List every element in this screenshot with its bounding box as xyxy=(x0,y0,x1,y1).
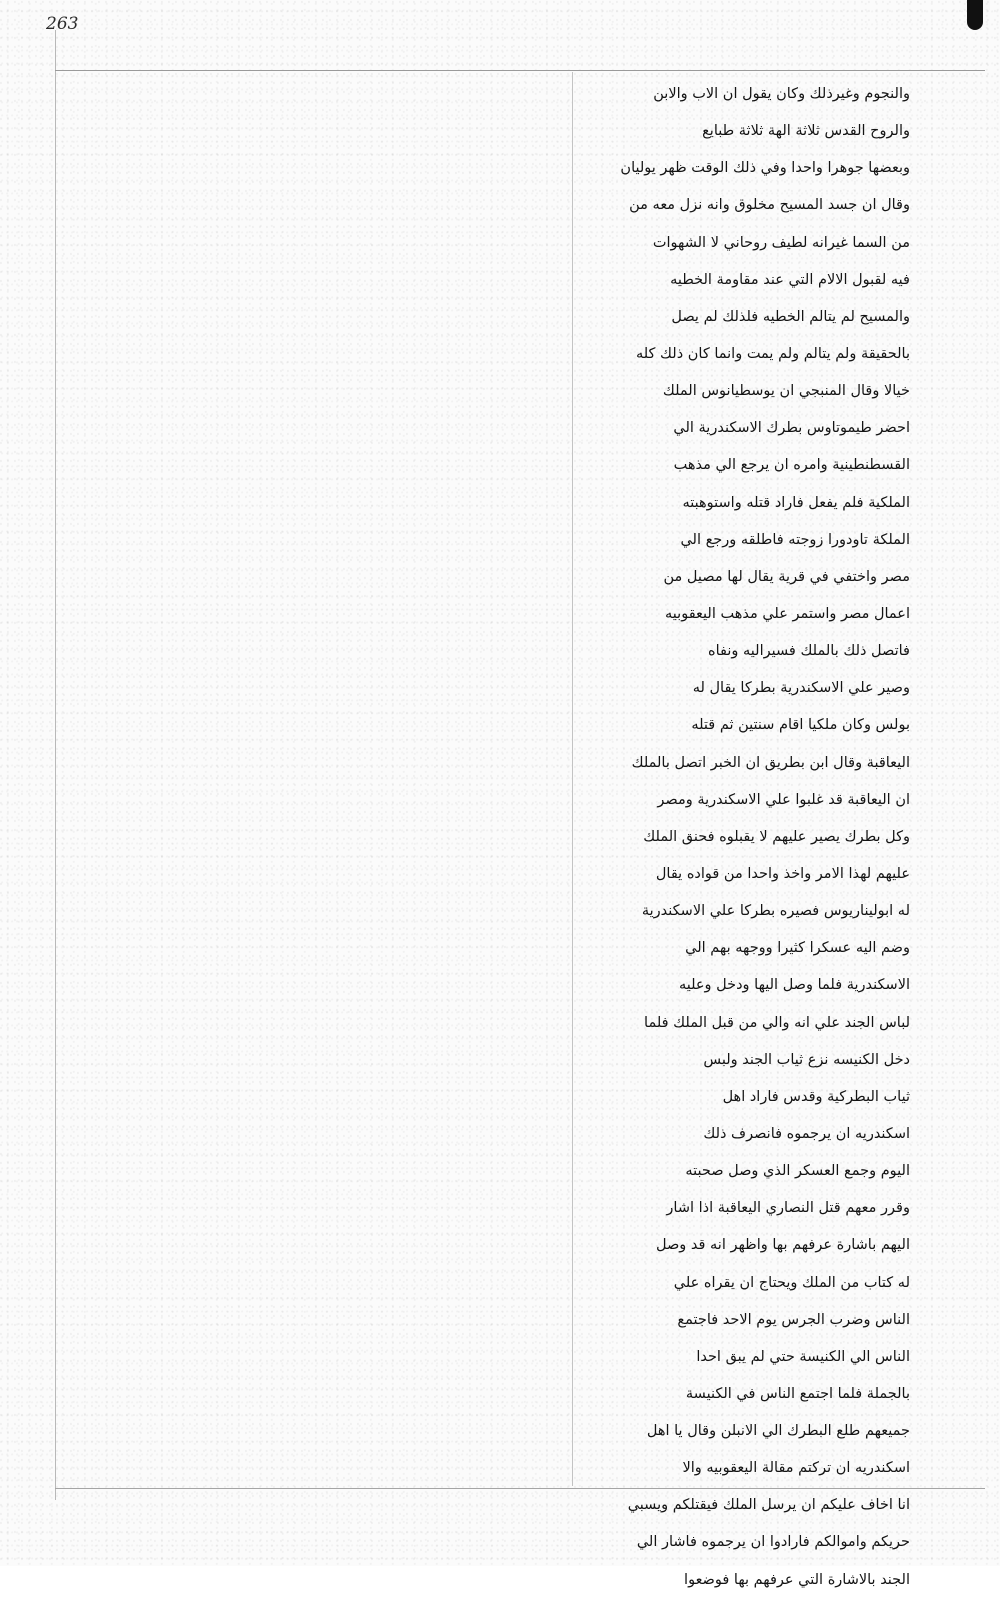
manuscript-line: الاسكندرية فلما وصل اليها ودخل وعليه xyxy=(678,977,910,994)
manuscript-line: اليعاقبة وقال ابن بطريق ان الخبر اتصل بالملك xyxy=(631,754,910,771)
manuscript-line: وصير علي الاسكندرية بطركا يقال له xyxy=(692,680,910,697)
manuscript-line: بولس وكان ملكيا اقام سنتين ثم قتله xyxy=(691,717,910,734)
manuscript-line: القسطنطينية وامره ان يرجع الي مذهب xyxy=(673,457,910,474)
manuscript-line: حريكم واموالكم فارادوا ان يرجموه فاشار الي xyxy=(636,1534,910,1551)
manuscript-line: دخل الكنيسه نزع ثياب الجند ولبس xyxy=(703,1051,910,1068)
left-margin-rule xyxy=(55,30,56,1500)
manuscript-text-column xyxy=(578,76,910,1588)
folio-number: 263 xyxy=(46,14,79,34)
manuscript-line: وبعضها جوهرا واحدا وفي ذلك الوقت ظهر يوليان xyxy=(620,160,910,177)
manuscript-line: الملكية فلم يفعل فاراد قتله واستوهبته xyxy=(682,494,910,511)
manuscript-line: عليهم لهذا الامر واخذ واحدا من قواده يقال xyxy=(655,865,910,882)
manuscript-line: وقرر معهم قتل النصاري اليعاقبة اذا اشار xyxy=(666,1200,910,1217)
manuscript-line: وكل بطرك يصير عليهم لا يقبلوه فحنق الملك xyxy=(643,828,910,845)
manuscript-line: اليهم باشارة عرفهم بها واظهر انه قد وصل xyxy=(655,1237,910,1254)
top-margin-rule xyxy=(55,70,985,71)
manuscript-line: اعمال مصر واستمر علي مذهب اليعقوبيه xyxy=(665,605,910,622)
manuscript-line: والمسيح لم يتالم الخطيه فلذلك لم يصل xyxy=(671,308,910,325)
manuscript-line: الناس وضرب الجرس يوم الاحد فاجتمع xyxy=(677,1311,910,1328)
manuscript-line: فاتصل ذلك بالملك فسيراليه ونفاه xyxy=(708,643,910,660)
manuscript-line: والنجوم وغيرذلك وكان يقول ان الاب والابن xyxy=(653,86,910,102)
manuscript-line: والروح القدس ثلاثة الهة ثلاثة طبايع xyxy=(702,123,910,140)
text-column-rule xyxy=(572,72,573,1486)
manuscript-line: له ابوليناريوس فصيره بطركا علي الاسكندرية xyxy=(641,903,910,920)
manuscript-line: له كتاب من الملك ويحتاج ان يقراه علي xyxy=(673,1274,910,1291)
manuscript-line: الملكة تاودورا زوجته فاطلقه ورجع الي xyxy=(680,531,910,548)
manuscript-line: خيالا وقال المنبجي ان يوسطيانوس الملك xyxy=(662,383,910,400)
manuscript-line: مصر واختفي في قرية يقال لها مصيل من xyxy=(663,568,910,585)
manuscript-line: الناس الي الكنيسة حتي لم يبق احدا xyxy=(696,1348,910,1365)
manuscript-line: اسكندريه ان يرجموه فانصرف ذلك xyxy=(703,1125,910,1142)
manuscript-line: الجند بالاشارة التي عرفهم بها فوضعوا xyxy=(684,1571,910,1588)
manuscript-line: ثياب البطركية وقدس فاراد اهل xyxy=(722,1088,910,1105)
manuscript-line: اسكندريه ان تركتم مقالة اليعقوبيه والا xyxy=(682,1460,910,1477)
manuscript-line: فيه لقبول الالام التي عند مقاومة الخطيه xyxy=(670,271,910,288)
manuscript-line: انا اخاف عليكم ان يرسل الملك فيقتلكم ويسبي xyxy=(627,1497,910,1514)
manuscript-line: احضر طيموتاوس بطرك الاسكندرية الي xyxy=(673,420,910,437)
manuscript-line: وضم اليه عسكرا كثيرا ووجهه بهم الي xyxy=(685,940,910,957)
manuscript-line: بالجملة فلما اجتمع الناس في الكنيسة xyxy=(685,1385,910,1402)
manuscript-line: اليوم وجمع العسكر الذي وصل صحبته xyxy=(685,1163,910,1180)
manuscript-line: بالحقيقة ولم يتالم ولم يمت وانما كان ذلك كله xyxy=(635,345,910,362)
manuscript-line: جميعهم طلع البطرك الي الانبلن وقال يا اهل xyxy=(646,1423,910,1440)
corner-ink-mark xyxy=(967,0,983,30)
manuscript-line: ان اليعاقبة قد غلبوا علي الاسكندرية ومصر xyxy=(657,791,910,808)
manuscript-line: لباس الجند علي انه والي من قبل الملك فلما xyxy=(644,1014,910,1031)
manuscript-line: من السما غيرانه لطيف روحاني لا الشهوات xyxy=(652,234,910,251)
manuscript-line: وقال ان جسد المسيح مخلوق وانه نزل معه من xyxy=(629,197,910,214)
